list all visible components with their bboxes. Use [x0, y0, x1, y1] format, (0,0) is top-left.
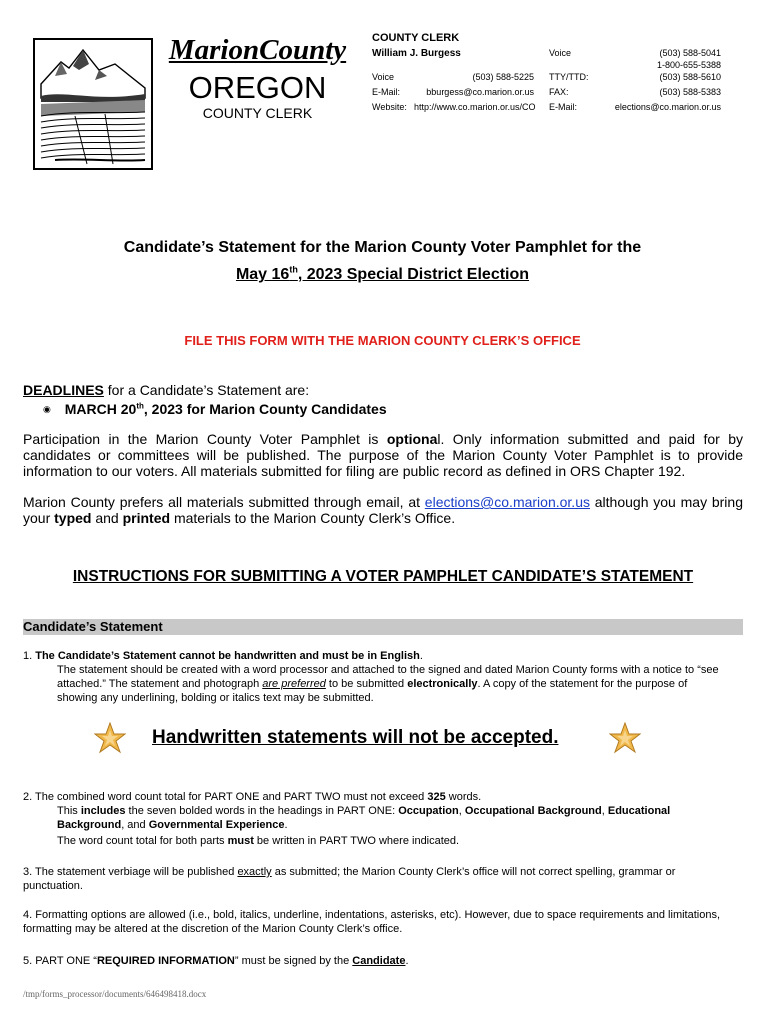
email2-label: E-Mail: — [549, 102, 578, 112]
tty-value: (503) 588-5610 — [659, 72, 721, 82]
clerk-name: William J. Burgess — [372, 48, 461, 59]
voice2-value1: (503) 588-5041 — [659, 48, 721, 58]
deadlines-heading: DEADLINES for a Candidate’s Statement are: — [23, 382, 310, 398]
item-2-wordcount: The word count total for both parts must be written in PART TWO where indicated. — [57, 835, 460, 847]
website-label: Website: — [372, 102, 407, 112]
county-logo — [33, 38, 153, 170]
county-logo-icon — [35, 40, 151, 168]
file-notice: FILE THIS FORM WITH THE MARION COUNTY CLERK’S OFFICE — [184, 333, 581, 348]
participation-paragraph: Participation in the Marion County Voter Pamphlet is optional. Only information submitted and paid for by candidates or committees will be published. The purpose of the Marion County Voter Pamphlet is to provide information to our voters. All materials submitted for filing are public record as defined in ORS Chapter 192. — [23, 431, 743, 479]
voice-value: (503) 588-5225 — [472, 72, 534, 82]
email2-value: elections@co.marion.or.us — [614, 102, 721, 112]
office-title: COUNTY CLERK — [372, 32, 460, 44]
item-1: 1. The Candidate’s Statement cannot be handwritten and must be in English. — [23, 650, 423, 662]
voice-label: Voice — [372, 72, 395, 82]
item-3: 3. The statement verbiage will be published exactly as submitted; the Marion County Clerk’s office will not correct spelling, grammar or punctuation. — [23, 866, 676, 892]
brand-state: OREGON — [188, 70, 327, 105]
voice2-value2: 1-800-655-5388 — [656, 60, 721, 70]
submission-paragraph: Marion County prefers all materials submitted through email, at elections@co.marion.or.us although you may bring your typed and printed materials to the Marion County Clerk’s Office. — [23, 494, 743, 526]
footer-path: /tmp/forms_processor/documents/646498418.docx — [23, 989, 207, 999]
handwritten-notice: Handwritten statements will not be accepted. — [152, 727, 559, 748]
brand-office: COUNTY CLERK — [202, 105, 313, 121]
tty-label: TTY/TTD: — [549, 72, 589, 82]
email-label: E-Mail: — [372, 87, 401, 97]
item-2: 2. The combined word count total for PART ONE and PART TWO must not exceed 325 words. — [23, 791, 482, 803]
section-bar: Candidate’s Statement — [23, 619, 743, 635]
star-icon-right — [609, 722, 641, 754]
item-5: 5. PART ONE “REQUIRED INFORMATION” must be signed by the Candidate. — [23, 955, 409, 967]
item-4: 4. Formatting options are allowed (i.e., bold, italics, underline, indentations, asterisks, etc). However, due to space requirements and limitations, formatting may be altered at the discretion of the Marion County Clerk’s office. — [23, 909, 721, 935]
email-value: bburgess@co.marion.or.us — [426, 87, 534, 97]
form-title-line2: May 16th, 2023 Special District Election — [235, 265, 530, 284]
item-1-detail: The statement should be created with a word processor and attached to the signed and dated Marion County forms with a notice to “see attached.” The statement and photograph are preferred to be submitted electronically. A copy of the statement for the purpose of showing any underlining, bolding or italics text may be submitted. — [57, 664, 719, 704]
instructions-heading: INSTRUCTIONS FOR SUBMITTING A VOTER PAMPHLET CANDIDATE’S STATEMENT — [72, 568, 694, 585]
fax-value: (503) 588-5383 — [659, 87, 721, 97]
brand-title: MarionCounty — [168, 34, 347, 66]
elections-email-link[interactable]: elections@co.marion.or.us — [424, 494, 590, 510]
form-title-line1: Candidate’s Statement for the Marion County Voter Pamphlet for the — [123, 239, 642, 256]
fax-label: FAX: — [549, 87, 569, 97]
website-value: http://www.co.marion.or.us/CO — [414, 102, 536, 112]
deadline-item: ◉ MARCH 20th, 2023 for Marion County Candidates — [43, 400, 387, 417]
item-2-detail: This includes the seven bolded words in the headings in PART ONE: Occupation, Occupational Background, Educational Background, and Governmental Experience. — [57, 805, 671, 831]
bullet-icon: ◉ — [43, 403, 51, 414]
voice2-label: Voice — [549, 48, 572, 58]
star-icon-left — [94, 722, 126, 754]
